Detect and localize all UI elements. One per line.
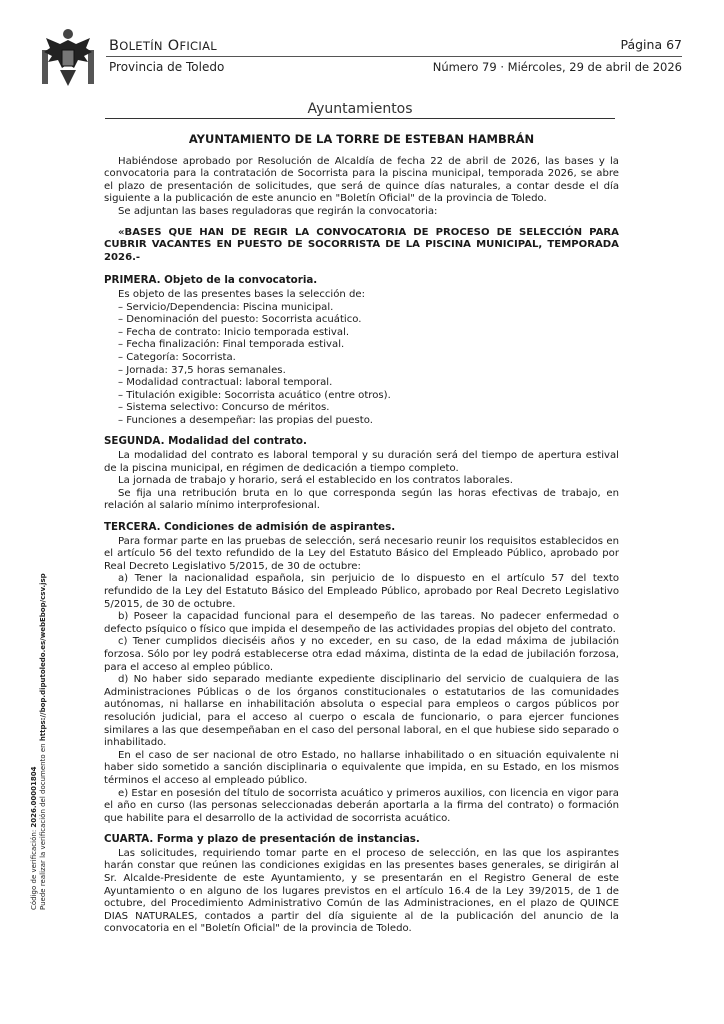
paragraph: Las solicitudes, requiriendo tomar parte en el proceso de selección, en las que los aspirantes harán constar que reúnen las condiciones exigidas en las presentes bases generales, se dirigirán al Sr. Alcalde-Presidente de este Ayuntamiento, y se presentarán en el Registro General de este Ayuntamiento o en alguno de los lugares previstos en el artículo 16.4 de la Ley 39/2015, de 1 de octubre, del Procedimiento Administrativo Común de las Administraciones, en el plazo de QUINCE DIAS NATURALES, contados a partir del día siguiente al de la publicación del anuncio de la convocatoria en el "Boletín Oficial" de la provincia de Toledo. bbox=[104, 847, 619, 935]
intro-paragraph: Habiéndose aprobado por Resolución de Alcaldía de fecha 22 de abril de 2026, las bases y la convocatoria para la contratación de Socorrista para la piscina municipal, temporada 2026, se abre el plazo de presentación de solicitudes, que será de quince días naturales, a contar desde el día siguiente a la publicación de este anuncio en "Boletín Oficial" de la provincia de Toledo. bbox=[104, 155, 619, 205]
header-divider bbox=[106, 56, 682, 57]
page-number: Página 67 bbox=[620, 37, 682, 52]
province-name: Provincia de Toledo bbox=[109, 60, 225, 74]
paragraph: e) Estar en posesión del título de socorrista acuático y primeros auxilios, con licencia en vigor para el año en curso (las personas seleccionadas deberán aportarla a la firma del contrato) o formación que habilite para el desarrollo de la actividad de socorrista acuático. bbox=[104, 787, 619, 824]
paragraph: d) No haber sido separado mediante expediente disciplinario del servicio de cualquiera de las Administraciones Públicas o de los órganos constitucionales o estatutarios de las comunidades autónomas, ni hallarse en inhabilitación absoluta o especial para empleos o cargos públicos por resolución judicial, para el acceso al cuerpo o escala de funcionario, o para ejercer funciones similares a las que desempeñaban en el caso del personal laboral, en el que hubiese sido separado o inhabilitado. bbox=[104, 674, 619, 749]
paragraph: b) Poseer la capacidad funcional para el desempeño de las tareas. No padecer enfermedad o defecto psíquico o físico que impida el desempeño de las actividades propias del objeto del contrato. bbox=[104, 611, 619, 635]
publication-title: BOLETÍN OFICIAL bbox=[109, 38, 217, 54]
paragraph: La jornada de trabajo y horario, será el establecido en los contratos laborales. bbox=[118, 475, 513, 487]
paragraph: La modalidad del contrato es laboral temporal y su duración será del tiempo de apertura estival de la piscina municipal, en régimen de dedicación a tiempo completo. bbox=[104, 450, 619, 474]
list-item: Es objeto de las presentes bases la selección de: bbox=[118, 288, 366, 300]
section-divider bbox=[105, 118, 615, 119]
document-body bbox=[104, 133, 619, 936]
verification-code: Código de verificación: 2026.00001804 bbox=[30, 766, 38, 910]
section-title-segunda: SEGUNDA. Modalidad del contrato. bbox=[104, 435, 307, 448]
crest-icon bbox=[40, 28, 96, 88]
primera-list bbox=[104, 289, 619, 428]
paragraph: En el caso de ser nacional de otro Estado, no hallarse inhabilitado o en situación equivalente ni haber sido sometido a sanción disciplinaria o equivalente que impida, en su Estado, en los mismos términos el acceso al empleado público. bbox=[104, 749, 619, 786]
paragraph: a) Tener la nacionalidad española, sin perjuicio de lo dispuesto en el artículo 57 del texto refundido de la Ley del Estatuto Básico del Empleado Público, aprobado por Real Decreto Legislativo 5/2015, de 30 de octubre. bbox=[104, 573, 619, 610]
verification-link[interactable]: https://bop.diputoledo.es/webEbop/csv.jsp bbox=[39, 573, 47, 742]
list-item: – Titulación exigible: Socorrista acuático (entre otros). bbox=[118, 389, 391, 401]
list-item: – Servicio/Dependencia: Piscina municipal. bbox=[118, 301, 334, 313]
list-item: – Funciones a desempeñar: las propias del puesto. bbox=[118, 414, 373, 426]
list-item: – Modalidad contractual: laboral temporal. bbox=[118, 377, 333, 389]
list-item: – Fecha de contrato: Inicio temporada estival. bbox=[118, 326, 350, 338]
verification-note bbox=[30, 573, 48, 910]
paragraph: c) Tener cumplidos dieciséis años y no exceder, en su caso, de la edad máxima de jubilación forzosa. Sólo por ley podrá establecerse otra edad máxima, distinta de la edad de jubilación forzosa, para el acceso al empleo público. bbox=[104, 636, 619, 673]
section-title-primera: PRIMERA. Objeto de la convocatoria. bbox=[104, 274, 318, 287]
list-item: – Sistema selectivo: Concurso de méritos. bbox=[118, 402, 330, 414]
issue-date: Número 79 · Miércoles, 29 de abril de 2026 bbox=[432, 60, 682, 74]
bases-title: «BASES QUE HAN DE REGIR LA CONVOCATORIA DE PROCESO DE SELECCIÓN PARA CUBRIR VACANTES EN PUESTO DE SOCORRISTA DE LA PISCINA MUNICIPAL, TEMPORADA 2026.- bbox=[104, 226, 619, 263]
list-item: – Fecha finalización: Final temporada estival. bbox=[118, 339, 345, 351]
verification-url-line: Puede realizar la verificación del documento en https://bop.diputoledo.es/webEbop/csv.jsp bbox=[39, 573, 47, 910]
list-item: – Jornada: 37,5 horas semanales. bbox=[118, 364, 286, 376]
section-title-tercera: TERCERA. Condiciones de admisión de aspirantes. bbox=[104, 521, 396, 534]
document-title: AYUNTAMIENTO DE LA TORRE DE ESTEBAN HAMBRÁN bbox=[188, 132, 535, 146]
intro-paragraph: Se adjuntan las bases reguladoras que regirán la convocatoria: bbox=[118, 205, 438, 217]
section-heading: Ayuntamientos bbox=[307, 101, 413, 117]
paragraph: Para formar parte en las pruebas de selección, será necesario reunir los requisitos establecidos en el artículo 56 del texto refundido de la Ley del Estatuto Básico del Empleado Público, aprobado por Real Decreto Legislativo 5/2015, de 30 de octubre: bbox=[104, 535, 619, 572]
list-item: – Denominación del puesto: Socorrista acuático. bbox=[118, 314, 362, 326]
paragraph: Se fija una retribución bruta en lo que corresponda según las horas efectivas de trabajo, en relación al salario mínimo interprofesional. bbox=[104, 487, 619, 512]
list-item: – Categoría: Socorrista. bbox=[118, 351, 236, 363]
section-title-cuarta: CUARTA. Forma y plazo de presentación de instancias. bbox=[104, 833, 420, 846]
